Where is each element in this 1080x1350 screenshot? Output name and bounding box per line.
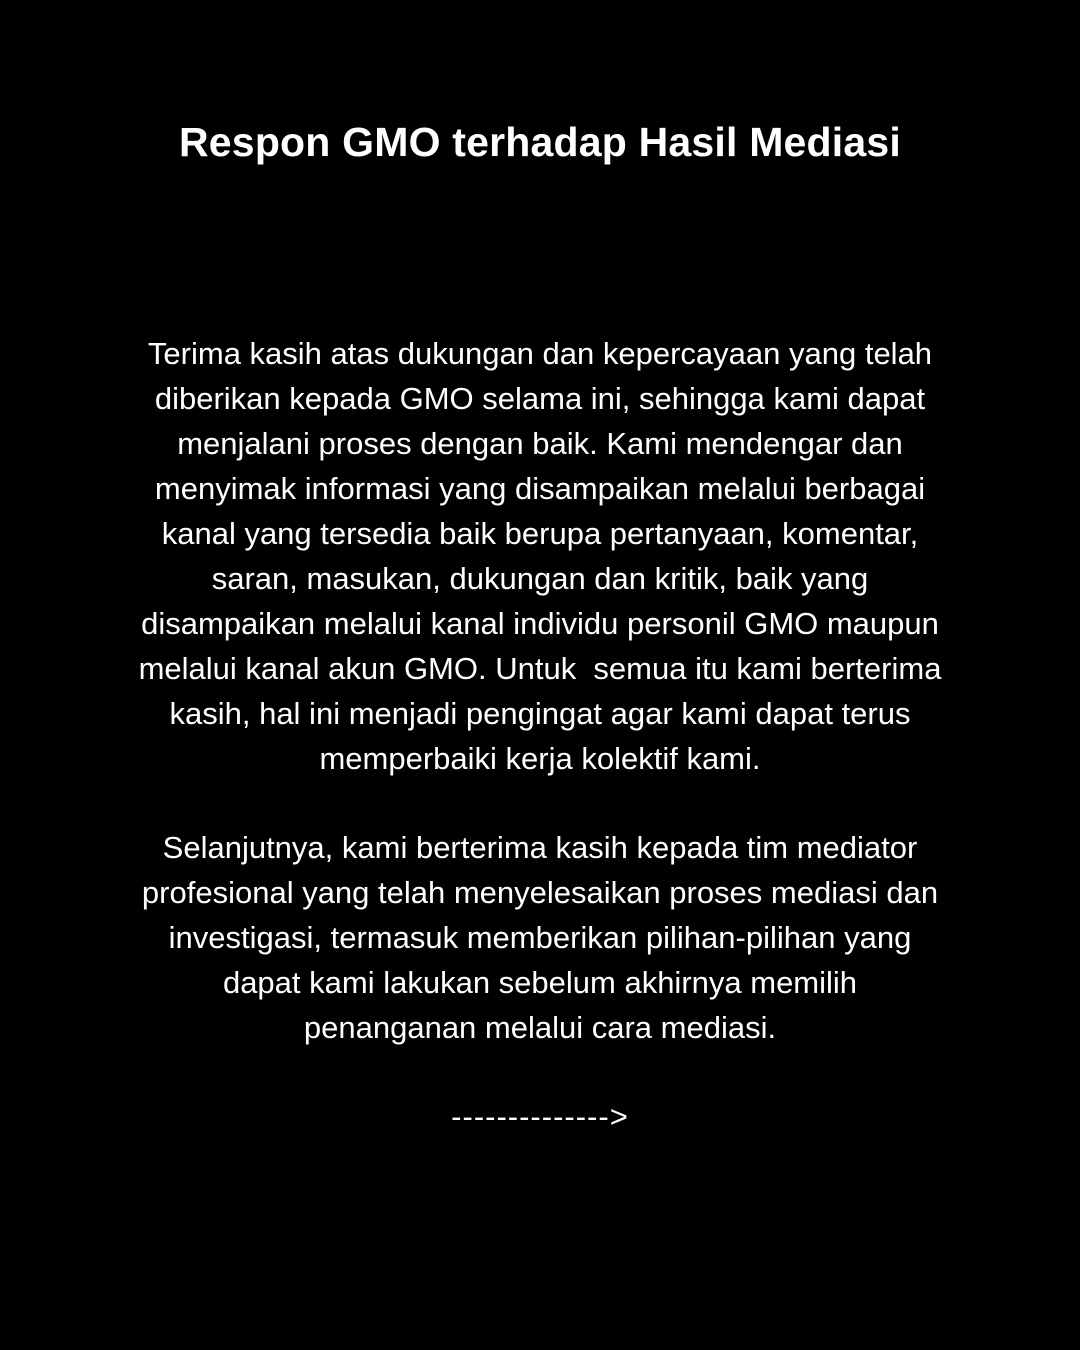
text-line: disampaikan melalui kanal individu personil GMO maupun — [141, 606, 939, 641]
text-line: kasih, hal ini menjadi pengingat agar kami dapat terus — [169, 696, 911, 731]
next-slide-arrow: --------------> — [451, 1099, 629, 1134]
text-line: Selanjutnya, kami berterima kasih kepada tim mediator — [162, 830, 918, 865]
page-title: Respon GMO terhadap Hasil Mediasi — [179, 119, 901, 165]
text-line: saran, masukan, dukungan dan kritik, baik yang — [211, 561, 869, 596]
text-line: kanal yang tersedia baik berupa pertanyaan, komentar, — [161, 516, 919, 551]
text-line: penanganan melalui cara mediasi. — [303, 1010, 777, 1045]
text-line: menyimak informasi yang disampaikan melalui berbagai — [154, 471, 926, 506]
paragraph-mediator-thanks — [60, 825, 1020, 1050]
text-line: diberikan kepada GMO selama ini, sehingga kami dapat — [154, 381, 926, 416]
text-line: dapat kami lakukan sebelum akhirnya memilih — [222, 965, 858, 1000]
text-line: profesional yang telah menyelesaikan proses mediasi dan — [141, 875, 939, 910]
text-line: investigasi, termasuk memberikan pilihan-pilihan yang — [168, 920, 912, 955]
paragraph-gratitude — [60, 331, 1020, 781]
text-line: melalui kanal akun GMO. Untuk semua itu kami berterima — [138, 651, 942, 686]
text-line: Terima kasih atas dukungan dan kepercayaan yang telah — [147, 336, 933, 371]
text-line: menjalani proses dengan baik. Kami mendengar dan — [177, 426, 903, 461]
text-line: memperbaiki kerja kolektif kami. — [319, 741, 761, 776]
